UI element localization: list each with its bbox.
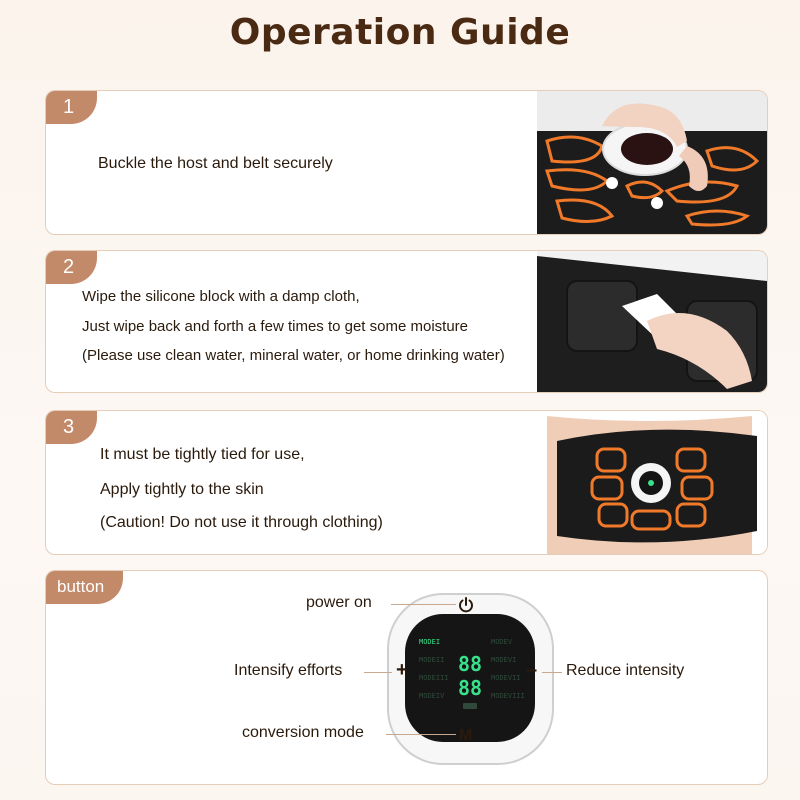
host-buckle-photo xyxy=(537,91,767,234)
belt-worn-photo xyxy=(537,411,767,554)
step-3-line-2: Apply tightly to the skin xyxy=(100,481,264,498)
step-3-line-1: It must be tightly tied for use, xyxy=(100,446,305,463)
reduce-leader-line xyxy=(542,672,562,673)
page-title: Operation Guide xyxy=(229,12,571,53)
display-mode-label: MODEIV xyxy=(419,692,445,700)
display-mode-label: MODEVII xyxy=(491,674,521,682)
step-card-2 xyxy=(45,250,768,393)
step-number-tab: 1 xyxy=(45,90,97,124)
minus-button[interactable]: – xyxy=(526,659,538,681)
display-mode-label: MODEII xyxy=(419,656,445,664)
display-digits: 88 xyxy=(457,652,483,676)
step-1-line-1: Buckle the host and belt securely xyxy=(98,155,333,172)
display-mode-label: MODEVIII xyxy=(491,692,525,700)
step-2-line-3: (Please use clean water, mineral water, or home drinking water) xyxy=(82,347,505,364)
step-number-tab: 3 xyxy=(45,410,97,444)
power-on-label: power on xyxy=(306,594,372,611)
display-mode-label: MODEIII xyxy=(419,674,449,682)
step-card-3 xyxy=(45,410,768,555)
step-2-line-1: Wipe the silicone block with a damp cloth, xyxy=(82,288,360,305)
power-icon xyxy=(456,595,476,615)
intensify-label: Intensify efforts xyxy=(234,662,343,679)
conversion-mode-label: conversion mode xyxy=(242,724,364,741)
reduce-label: Reduce intensity xyxy=(566,662,685,679)
mode-leader-line xyxy=(386,734,456,735)
wipe-cloth-photo xyxy=(537,251,767,392)
step-card-1 xyxy=(45,90,768,235)
power-leader-line xyxy=(391,604,456,605)
power-button[interactable] xyxy=(456,595,476,615)
display-mode-label: MODEV xyxy=(491,638,513,646)
step-number-tab: 2 xyxy=(45,250,97,284)
intensify-leader-line xyxy=(364,672,392,673)
mode-button[interactable]: M xyxy=(459,727,473,744)
step-2-line-2: Just wipe back and forth a few times to get some moisture xyxy=(82,318,469,335)
button-section-tab: button xyxy=(45,570,123,604)
display-mode-label: MODEVI xyxy=(491,656,517,664)
display-mode-label: MODEI xyxy=(419,638,441,646)
display-digits: 88 xyxy=(457,676,483,700)
button-card xyxy=(45,570,768,785)
plus-button[interactable]: + xyxy=(396,659,408,681)
step-3-line-3: (Caution! Do not use it through clothing) xyxy=(100,514,383,531)
